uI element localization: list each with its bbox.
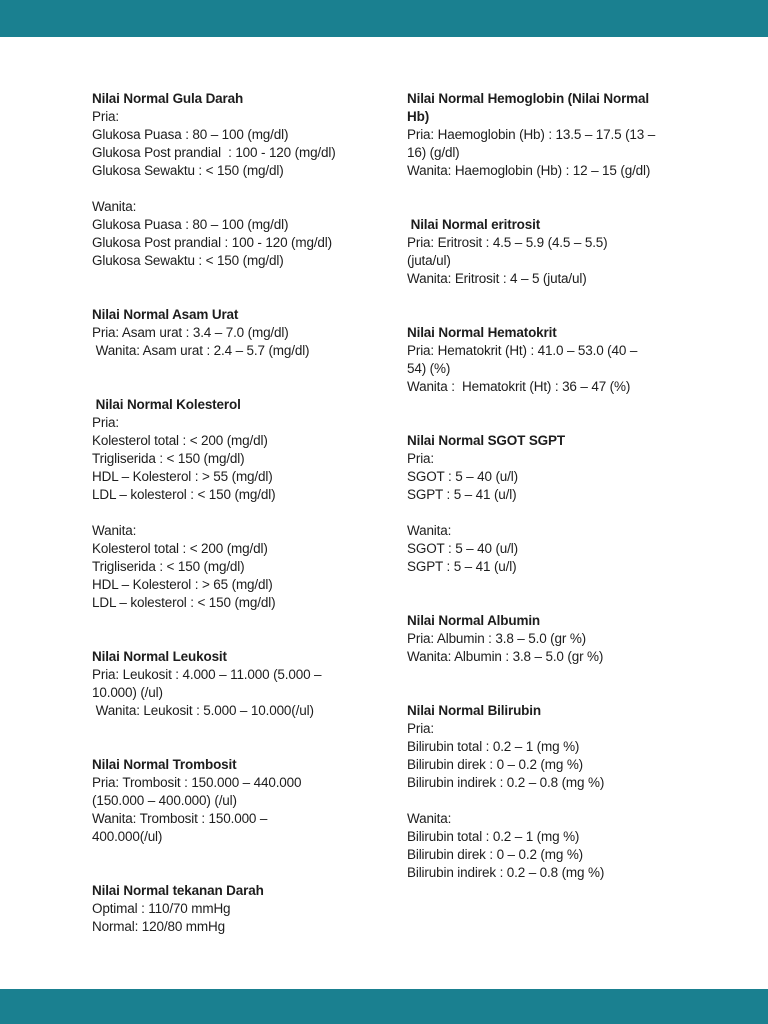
section-trombosit bbox=[92, 756, 376, 846]
text-line: LDL – kolesterol : < 150 (mg/dl) bbox=[92, 595, 276, 610]
section-group bbox=[407, 810, 691, 882]
document-column-right bbox=[407, 90, 691, 936]
text-line: 10.000) (/ul) bbox=[92, 685, 163, 700]
text-line: Bilirubin total : 0.2 – 1 (mg %) bbox=[407, 829, 580, 844]
heading-line: Nilai Normal Albumin bbox=[407, 613, 541, 628]
text-line: 16) (g/dl) bbox=[407, 145, 460, 160]
text-line: Bilirubin indirek : 0.2 – 0.8 (mg %) bbox=[407, 775, 605, 790]
heading-line: Nilai Normal Kolesterol bbox=[92, 397, 241, 412]
heading-line: Nilai Normal Hematokrit bbox=[407, 325, 557, 340]
text-line: Pria: Haemoglobin (Hb) : 13.5 – 17.5 (13 – bbox=[407, 127, 656, 142]
heading-line: Nilai Normal Leukosit bbox=[92, 649, 227, 664]
section-group bbox=[92, 324, 376, 360]
text-line: SGPT : 5 – 41 (u/l) bbox=[407, 487, 517, 502]
section-sgot-sgpt bbox=[407, 432, 691, 576]
heading-line: Nilai Normal tekanan Darah bbox=[92, 883, 264, 898]
section-gula-darah bbox=[92, 90, 376, 270]
section-hematokrit bbox=[407, 324, 691, 396]
heading-line: Nilai Normal Asam Urat bbox=[92, 307, 239, 322]
text-line: Wanita: bbox=[92, 523, 137, 538]
section-group bbox=[92, 774, 376, 846]
document-column-left bbox=[92, 90, 376, 936]
section-group bbox=[92, 522, 376, 612]
viewer-background-top bbox=[0, 0, 768, 37]
section-group bbox=[407, 450, 691, 504]
text-line: HDL – Kolesterol : > 55 (mg/dl) bbox=[92, 469, 273, 484]
section-heading bbox=[92, 396, 376, 414]
text-line: SGPT : 5 – 41 (u/l) bbox=[407, 559, 517, 574]
text-line: Wanita: bbox=[407, 523, 452, 538]
text-line: Glukosa Puasa : 80 – 100 (mg/dl) bbox=[92, 127, 289, 142]
text-line: SGOT : 5 – 40 (u/l) bbox=[407, 469, 518, 484]
section-heading bbox=[92, 648, 376, 666]
text-line: Pria: Trombosit : 150.000 – 440.000 bbox=[92, 775, 302, 790]
section-heading bbox=[92, 756, 376, 774]
section-group bbox=[407, 630, 691, 666]
section-kolesterol bbox=[92, 396, 376, 612]
text-line: Kolesterol total : < 200 (mg/dl) bbox=[92, 433, 268, 448]
section-group bbox=[92, 666, 376, 720]
section-heading bbox=[407, 90, 691, 126]
section-group bbox=[407, 234, 691, 288]
text-line: LDL – kolesterol : < 150 (mg/dl) bbox=[92, 487, 276, 502]
text-line: 54) (%) bbox=[407, 361, 451, 376]
text-line: (150.000 – 400.000) (/ul) bbox=[92, 793, 237, 808]
text-line: Pria: Asam urat : 3.4 – 7.0 (mg/dl) bbox=[92, 325, 289, 340]
section-tekanan-darah bbox=[92, 882, 376, 936]
section-heading bbox=[407, 324, 691, 342]
text-line: Glukosa Sewaktu : < 150 (mg/dl) bbox=[92, 253, 284, 268]
heading-line: Nilai Normal SGOT SGPT bbox=[407, 433, 565, 448]
text-line: Wanita: Asam urat : 2.4 – 5.7 (mg/dl) bbox=[92, 343, 310, 358]
text-line: Glukosa Post prandial : 100 - 120 (mg/dl) bbox=[92, 235, 332, 250]
section-group bbox=[407, 342, 691, 396]
section-asam-urat bbox=[92, 306, 376, 360]
text-line: Wanita: bbox=[407, 811, 452, 826]
section-heading bbox=[407, 216, 691, 234]
text-line: HDL – Kolesterol : > 65 (mg/dl) bbox=[92, 577, 273, 592]
text-line: Pria: Eritrosit : 4.5 – 5.9 (4.5 – 5.5) bbox=[407, 235, 608, 250]
section-hemoglobin bbox=[407, 90, 691, 180]
section-heading bbox=[407, 612, 691, 630]
text-line: Wanita: Albumin : 3.8 – 5.0 (gr %) bbox=[407, 649, 604, 664]
text-line: Trigliserida : < 150 (mg/dl) bbox=[92, 451, 245, 466]
section-group bbox=[92, 414, 376, 504]
text-line: (juta/ul) bbox=[407, 253, 451, 268]
text-line: Wanita: Leukosit : 5.000 – 10.000(/ul) bbox=[92, 703, 314, 718]
section-heading bbox=[92, 90, 376, 108]
text-line: Pria: Leukosit : 4.000 – 11.000 (5.000 – bbox=[92, 667, 322, 682]
section-eritrosit bbox=[407, 216, 691, 288]
text-line: Optimal : 110/70 mmHg bbox=[92, 901, 231, 916]
text-line: Wanita: Trombosit : 150.000 – bbox=[92, 811, 268, 826]
section-heading bbox=[92, 306, 376, 324]
text-line: Pria: Albumin : 3.8 – 5.0 (gr %) bbox=[407, 631, 587, 646]
text-line: Bilirubin total : 0.2 – 1 (mg %) bbox=[407, 739, 580, 754]
text-line: Pria: bbox=[92, 109, 120, 124]
viewer-background-bottom bbox=[0, 989, 768, 1024]
heading-line: Nilai Normal Hemoglobin (Nilai Normal bbox=[407, 91, 649, 106]
text-line: Wanita: Eritrosit : 4 – 5 (juta/ul) bbox=[407, 271, 587, 286]
heading-line: Nilai Normal Trombosit bbox=[92, 757, 237, 772]
section-group bbox=[92, 900, 376, 936]
text-line: Trigliserida : < 150 (mg/dl) bbox=[92, 559, 245, 574]
section-group bbox=[407, 720, 691, 792]
heading-line: Nilai Normal Gula Darah bbox=[92, 91, 244, 106]
heading-line: Nilai Normal eritrosit bbox=[407, 217, 541, 232]
text-line: SGOT : 5 – 40 (u/l) bbox=[407, 541, 518, 556]
text-line: Bilirubin direk : 0 – 0.2 (mg %) bbox=[407, 757, 584, 772]
text-line: Bilirubin indirek : 0.2 – 0.8 (mg %) bbox=[407, 865, 605, 880]
section-group bbox=[92, 108, 376, 180]
text-line: Glukosa Sewaktu : < 150 (mg/dl) bbox=[92, 163, 284, 178]
section-group bbox=[92, 198, 376, 270]
text-line: Bilirubin direk : 0 – 0.2 (mg %) bbox=[407, 847, 584, 862]
text-line: Pria: Hematokrit (Ht) : 41.0 – 53.0 (40 – bbox=[407, 343, 638, 358]
text-line: Kolesterol total : < 200 (mg/dl) bbox=[92, 541, 268, 556]
text-line: Wanita : Hematokrit (Ht) : 36 – 47 (%) bbox=[407, 379, 631, 394]
section-group bbox=[407, 522, 691, 576]
section-heading bbox=[407, 432, 691, 450]
text-line: Pria: bbox=[407, 451, 435, 466]
section-albumin bbox=[407, 612, 691, 666]
section-heading bbox=[92, 882, 376, 900]
document-page bbox=[0, 37, 768, 989]
text-line: 400.000(/ul) bbox=[92, 829, 163, 844]
text-line: Glukosa Post prandial : 100 - 120 (mg/dl) bbox=[92, 145, 336, 160]
heading-line: Hb) bbox=[407, 109, 430, 124]
document-content bbox=[92, 90, 691, 936]
section-leukosit bbox=[92, 648, 376, 720]
text-line: Normal: 120/80 mmHg bbox=[92, 919, 225, 934]
text-line: Wanita: Haemoglobin (Hb) : 12 – 15 (g/dl) bbox=[407, 163, 651, 178]
text-line: Pria: bbox=[92, 415, 120, 430]
text-line: Wanita: bbox=[92, 199, 137, 214]
heading-line: Nilai Normal Bilirubin bbox=[407, 703, 541, 718]
section-bilirubin bbox=[407, 702, 691, 882]
text-line: Pria: bbox=[407, 721, 435, 736]
section-heading bbox=[407, 702, 691, 720]
text-line: Glukosa Puasa : 80 – 100 (mg/dl) bbox=[92, 217, 289, 232]
section-group bbox=[407, 126, 691, 180]
